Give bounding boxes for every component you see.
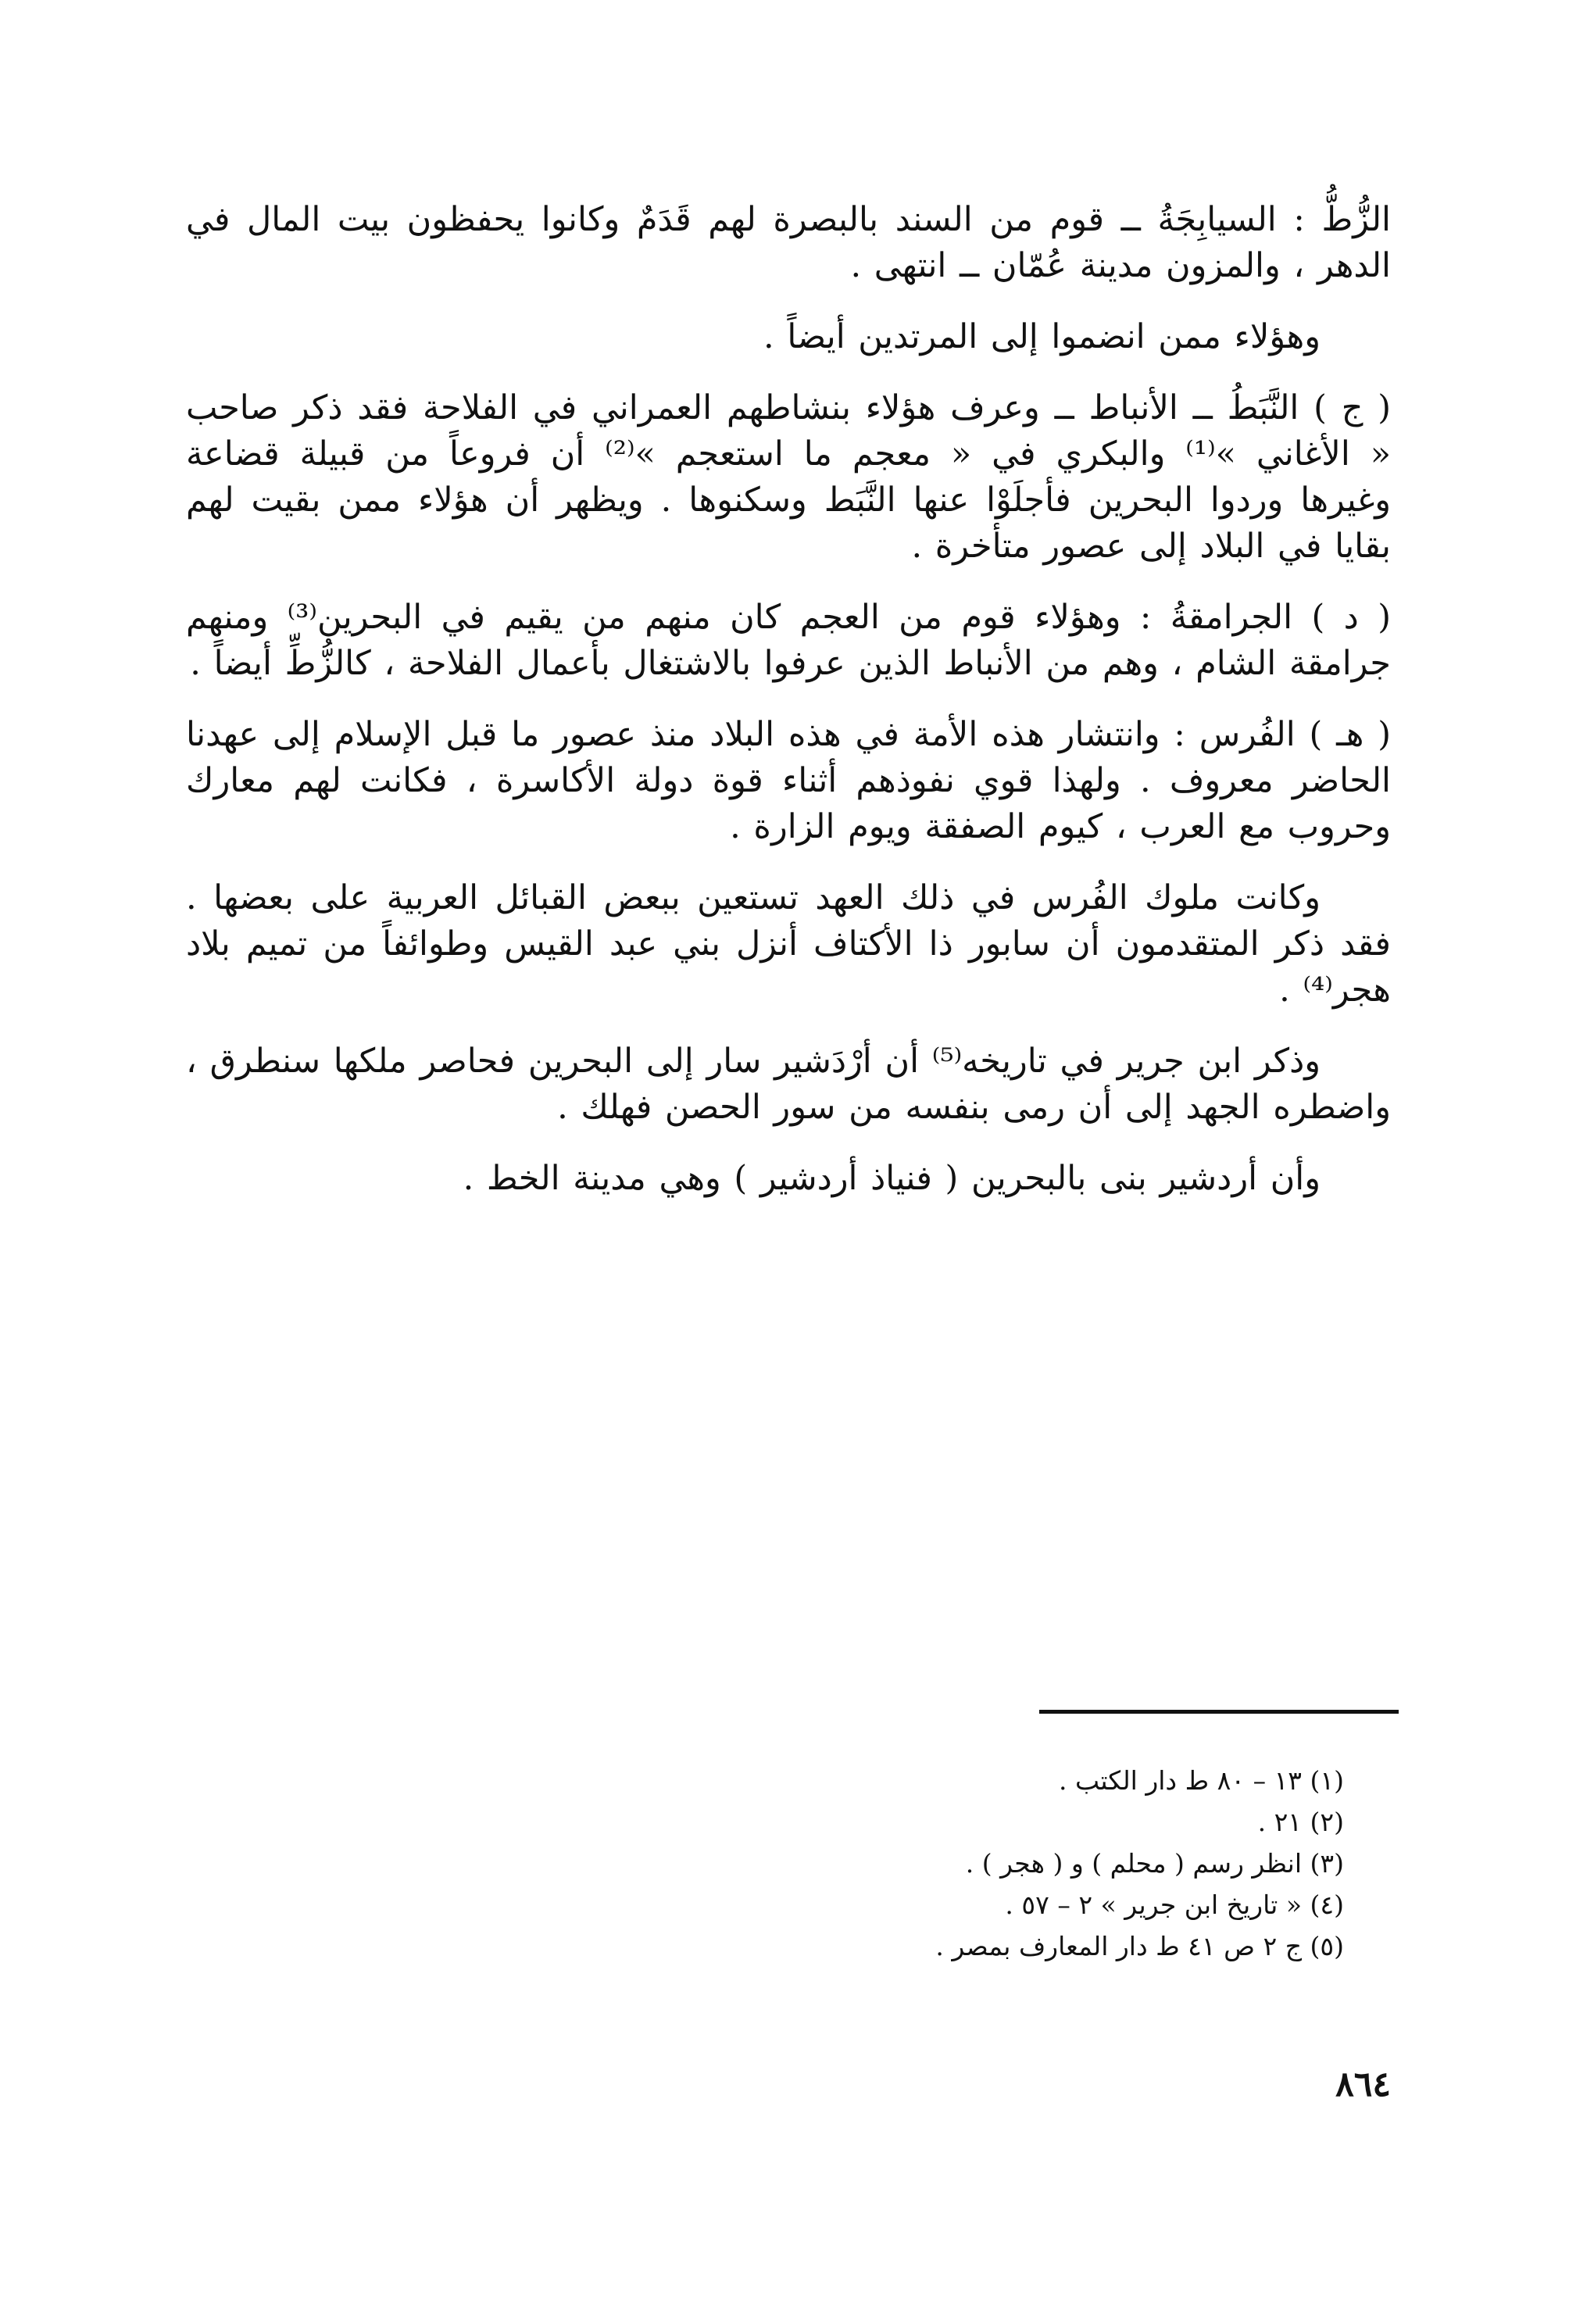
paragraph-ibn-jarir: وذكر ابن جرير في تاريخه⁽⁵⁾ أن أرْدَشير سار إلى البحرين فحاصر ملكها سنطرق ، واضطره الجهد إلى أن رمى بنفسه من سور الحصن فهلك . bbox=[186, 1042, 1391, 1127]
footnote-1: (١) ١٣ – ٨٠ ط دار الكتب . bbox=[1059, 1765, 1344, 1796]
paragraph-apostates: وهؤلاء ممن انضموا إلى المرتدين أيضاً . bbox=[763, 317, 1321, 356]
main-text bbox=[186, 197, 1391, 1227]
footnote-3: (٣) انظر رسم ( محلم ) و ( هجر ) . bbox=[965, 1848, 1344, 1879]
footnote-divider bbox=[1039, 1710, 1399, 1714]
paragraph-persian-kings: وكانت ملوك الفُرس في ذلك العهد تستعين ببعض القبائل العربية على بعضها . فقد ذكر المتقدمون أن سابور ذا الأكتاف أنزل بني عبد القيس وطوائفاً من تميم بلاد هجر⁽⁴⁾ . bbox=[186, 878, 1391, 1010]
footnotes bbox=[703, 1760, 1344, 1967]
paragraph-zutt: الزُّطُّ : السيابِجَةُ ــ قوم من السند بالبصرة لهم قَدَمٌ وكانوا يحفظون بيت المال في الدهر ، والمزون مدينة عُمّان ــ انتهى . bbox=[186, 200, 1391, 285]
paragraph-persians: ( هـ ) الفُرس : وانتشار هذه الأمة في هذه البلاد منذ عصور ما قبل الإسلام إلى عهدنا الحاضر معروف . ولهذا قوي نفوذهم أثناء قوة دولة الأكاسرة ، فكانت لهم معارك وحروب مع العرب ، كيوم الصفقة ويوم الزارة . bbox=[186, 715, 1391, 846]
footnote-5: (٥) ج ٢ ص ٤١ ط دار المعارف بمصر . bbox=[935, 1931, 1344, 1961]
footnote-4: (٤) « تاريخ ابن جرير » ٢ – ٥٧ . bbox=[1005, 1890, 1344, 1920]
paragraph-nabataeans: ( ج ) النَّبَطُ ــ الأنباط ــ وعرف هؤلاء بنشاطهم العمراني في الفلاحة فقد ذكر صاحب « الأغاني »⁽¹⁾ والبكري في « معجم ما استعجم »⁽²⁾ أن فروعاً من قبيلة قضاعة وغيرها وردوا البحرين فأجلَوْا عنها النَّبَط وسكنوها . ويظهر أن هؤلاء ممن بقيت لهم بقايا في البلاد إلى عصور متأخرة . bbox=[186, 388, 1391, 566]
paragraph-jaramiqa: ( د ) الجرامقةُ : وهؤلاء قوم من العجم كان منهم من يقيم في البحرين⁽³⁾ ومنهم جرامقة الشام ، وهم من الأنباط الذين عرفوا بالاشتغال بأعمال الفلاحة ، كالزُّطِّ أيضاً . bbox=[186, 598, 1391, 683]
paragraph-ardashir: وأن أردشير بنى بالبحرين ( فنياذ أردشير ) وهي مدينة الخط . bbox=[463, 1159, 1321, 1198]
footnote-2: (٢) ٢١ . bbox=[1257, 1807, 1344, 1837]
page-number: ٨٦٤ bbox=[1335, 2065, 1391, 2104]
